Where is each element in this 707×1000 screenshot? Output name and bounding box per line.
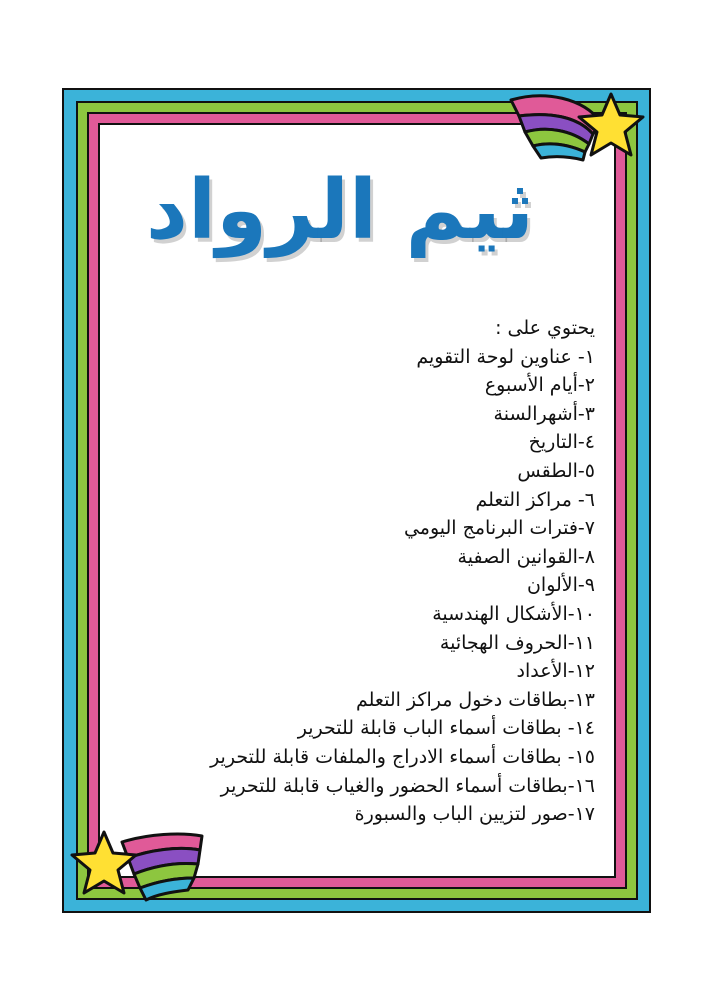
- list-item: ١٥- بطاقات أسماء الادراج والملفات قابلة للتحرير: [210, 745, 595, 768]
- list-item: ٧-فترات البرنامج اليومي: [403, 517, 595, 540]
- list-item: ١٤- بطاقات أسماء الباب قابلة للتحرير: [297, 717, 595, 740]
- list-item: ٦- مراكز التعلم: [475, 488, 595, 511]
- list-item: ١- عناوين لوحة التقويم: [416, 345, 595, 368]
- list-item: ١٣-بطاقات دخول مراكز التعلم: [355, 688, 595, 711]
- list-item: ٩-الألوان: [526, 574, 595, 597]
- shooting-star-icon: [62, 824, 207, 912]
- list-item: ٥-الطقس: [517, 459, 595, 482]
- list-item: ١٢-الأعداد: [516, 660, 595, 683]
- list-item: ٣-أشهرالسنة: [493, 402, 595, 425]
- contents-list: [125, 314, 595, 829]
- page-title: ثيم الرواد: [145, 163, 535, 258]
- list-item: ١٦-بطاقات أسماء الحضور والغياب قابلة للتحرير: [220, 774, 595, 797]
- contents-intro: يحتوي على :: [495, 317, 595, 339]
- list-item: ٨-القوانين الصفية: [457, 545, 595, 568]
- list-item: ٢-أيام الأسبوع: [484, 374, 595, 397]
- list-item: ١٠-الأشكال الهندسية: [432, 602, 595, 625]
- list-item: ١٧-صور لتزيين الباب والسبورة: [354, 803, 595, 826]
- shooting-star-icon: [505, 86, 650, 171]
- list-item: ١١-الحروف الهجائية: [439, 631, 595, 654]
- list-item: ٤-التاريخ: [528, 431, 595, 454]
